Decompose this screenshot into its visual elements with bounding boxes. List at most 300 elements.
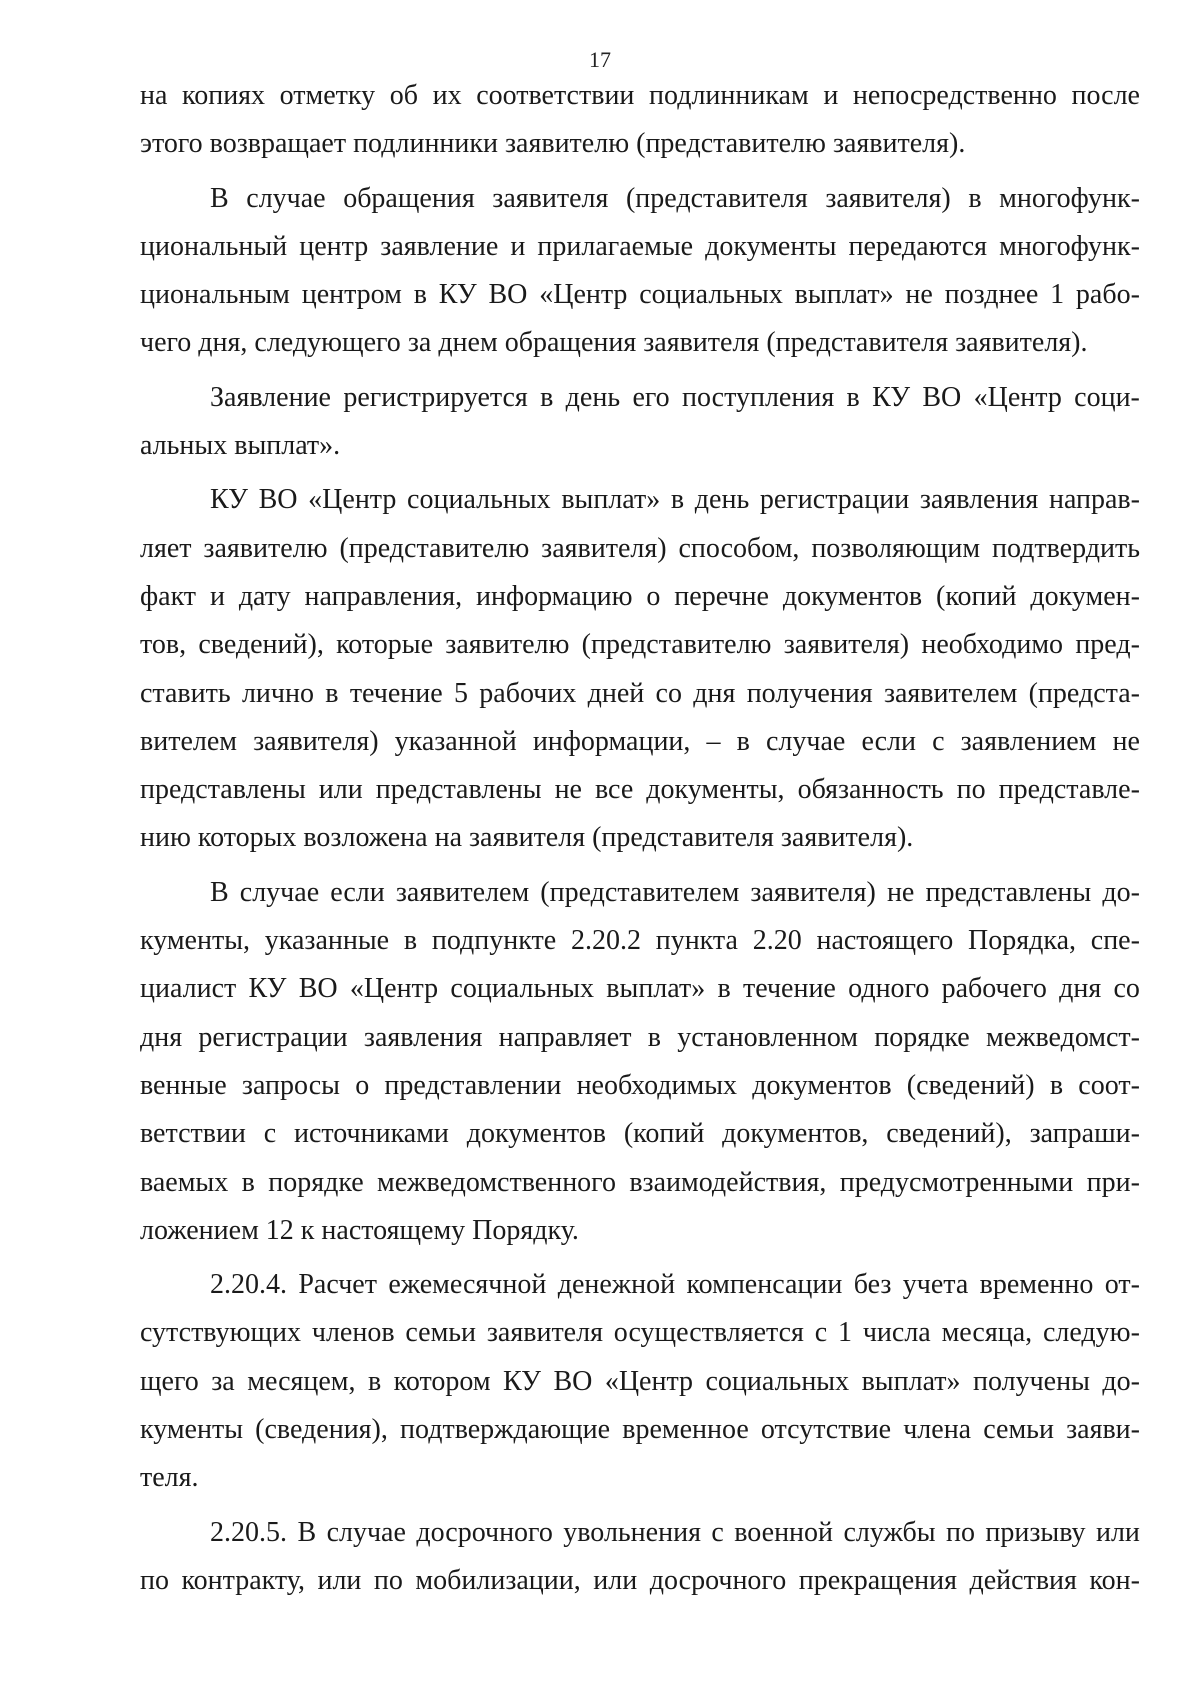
word: пункта xyxy=(655,925,738,957)
text-line xyxy=(140,670,1140,718)
word: прилагаемые xyxy=(537,230,694,262)
word: с xyxy=(932,725,945,757)
word: пред- xyxy=(1075,629,1140,661)
word: центр xyxy=(299,230,369,262)
word: социальных xyxy=(407,484,551,516)
word: досрочного xyxy=(416,1516,553,1548)
word: позднее xyxy=(944,279,1039,311)
word: на xyxy=(434,822,469,854)
word: направления, xyxy=(304,580,463,612)
word: заявлением xyxy=(960,725,1097,757)
word: по xyxy=(140,1564,169,1596)
word: представлении xyxy=(384,1069,562,1101)
word: которых xyxy=(197,822,304,854)
word: возвращает xyxy=(209,128,354,160)
word: заявителю xyxy=(445,629,570,661)
word: отметку xyxy=(279,80,376,111)
word: возложена xyxy=(303,822,435,854)
word: заявителя xyxy=(492,182,609,214)
word: документов, xyxy=(722,1118,869,1150)
word: межведомственного xyxy=(377,1166,616,1198)
word: регистрируется xyxy=(343,381,528,413)
word: документы xyxy=(705,230,837,262)
word: случае xyxy=(246,182,326,214)
word: по xyxy=(945,1516,975,1548)
word: службы xyxy=(843,1516,936,1548)
word: которые xyxy=(336,629,434,661)
word: дня xyxy=(1059,973,1102,1005)
word: настоящего xyxy=(816,925,954,957)
word: временно xyxy=(979,1269,1094,1301)
word: с xyxy=(814,1317,828,1349)
word: заявителя) xyxy=(750,876,876,908)
word: информации, xyxy=(532,725,691,757)
word: следую- xyxy=(1042,1317,1140,1349)
word: денежной xyxy=(557,1269,676,1301)
word: социальных xyxy=(639,279,783,311)
word: теля. xyxy=(140,1462,199,1494)
word: получения xyxy=(746,677,873,709)
word: «Центр xyxy=(308,484,397,516)
word: выплат» xyxy=(861,1365,961,1397)
word: (представителю xyxy=(636,128,833,160)
word: если xyxy=(861,725,916,757)
word: заявителя). xyxy=(780,822,914,854)
word: 1 xyxy=(838,1317,853,1349)
word: Заявление xyxy=(210,381,331,413)
word: 2.20.5. xyxy=(210,1516,287,1548)
word: В xyxy=(210,182,229,214)
word: заявителя). xyxy=(955,327,1088,359)
word: способом, xyxy=(678,532,800,564)
word: венные xyxy=(140,1069,227,1101)
text-line xyxy=(140,1110,1140,1158)
word: получены xyxy=(972,1365,1090,1397)
word: щего xyxy=(140,1365,199,1397)
text-line xyxy=(140,1159,1140,1207)
text-line xyxy=(140,223,1140,271)
word: (копий xyxy=(936,580,1017,612)
word: подтверждающие xyxy=(400,1414,611,1446)
word: запраши- xyxy=(1029,1118,1140,1150)
text-line xyxy=(140,374,1140,422)
word: 12 xyxy=(265,1214,301,1246)
word: о xyxy=(646,580,661,612)
word: КУ xyxy=(210,484,248,516)
word: социальных xyxy=(705,1365,850,1397)
text-line xyxy=(140,175,1140,223)
word: ваемых xyxy=(140,1166,229,1198)
word: месяца, xyxy=(941,1317,1033,1349)
word: 1 xyxy=(1050,279,1065,311)
word: ложением xyxy=(140,1214,266,1246)
word: направ- xyxy=(1048,484,1140,516)
word: не xyxy=(905,279,933,311)
word: о xyxy=(355,1069,370,1101)
word: вителем xyxy=(140,725,237,757)
word: течение xyxy=(742,973,836,1005)
word: заявителем xyxy=(395,876,530,908)
word: заявителя xyxy=(469,822,593,854)
word: спе- xyxy=(1090,925,1140,957)
word: 2.20.4. xyxy=(210,1269,287,1301)
text-line xyxy=(140,1261,1140,1309)
word: необходимо xyxy=(921,629,1064,661)
word: кументы, xyxy=(140,925,251,957)
word: ВО xyxy=(488,279,528,311)
word: к xyxy=(300,1214,322,1246)
word: (представителя xyxy=(592,822,781,854)
word: сведений), xyxy=(198,629,324,661)
word: перечне xyxy=(674,580,769,612)
text-line xyxy=(140,1454,1140,1502)
word: заявления xyxy=(363,1021,483,1053)
word: заявителя xyxy=(643,327,767,359)
text-line xyxy=(140,917,1140,965)
word: указанной xyxy=(394,725,517,757)
word: «Центр xyxy=(349,973,439,1005)
word: ляет xyxy=(140,532,192,564)
word: (предста- xyxy=(1028,677,1140,709)
text-line xyxy=(140,120,1140,168)
word: выплат». xyxy=(234,430,341,462)
word: в xyxy=(540,381,554,413)
word: регистрации xyxy=(198,1021,348,1053)
word: заявителя) xyxy=(253,725,379,757)
text-line xyxy=(140,319,1140,367)
word: ВО xyxy=(298,973,338,1005)
word: копиях xyxy=(182,80,266,111)
word: до- xyxy=(1102,876,1140,908)
word: за xyxy=(211,1365,235,1397)
word: учета xyxy=(902,1269,969,1301)
word: циональным xyxy=(140,279,290,311)
word: Порядка, xyxy=(968,925,1076,957)
word: заявителя). xyxy=(832,128,966,160)
page-number: 17 xyxy=(589,47,611,72)
word: семьи xyxy=(405,1317,477,1349)
text-line xyxy=(140,621,1140,669)
word: социальных xyxy=(450,973,595,1005)
word: случае xyxy=(239,876,320,908)
text-line xyxy=(140,1207,1140,1255)
word: (сведения), xyxy=(255,1414,388,1446)
word: КУ xyxy=(503,1365,541,1397)
word: ВО xyxy=(258,484,298,516)
word: их xyxy=(432,80,462,111)
word: в xyxy=(846,381,860,413)
word: (представителя xyxy=(625,182,808,214)
word: позволяющим xyxy=(811,532,981,564)
word: представлены xyxy=(925,876,1092,908)
word: заявителя) xyxy=(825,182,951,214)
word: (сведений) xyxy=(906,1069,1035,1101)
word: ветствии xyxy=(140,1118,246,1150)
word: документов xyxy=(782,580,923,612)
word: выплат» xyxy=(561,484,661,516)
word: дату xyxy=(238,580,291,612)
word: документов xyxy=(466,1118,607,1150)
word: в xyxy=(325,677,339,709)
word: обращения xyxy=(504,327,644,359)
word: выплат» xyxy=(794,279,894,311)
word: КУ xyxy=(872,381,911,413)
word: обязанность xyxy=(797,774,944,806)
word: следующего xyxy=(254,327,408,359)
text-line xyxy=(140,1557,1140,1605)
word: этого xyxy=(140,128,210,160)
text-line xyxy=(140,718,1140,766)
word: мобилизации, xyxy=(415,1564,581,1596)
word: осуществляется xyxy=(613,1317,804,1349)
word: рабочего xyxy=(941,973,1047,1005)
word: установленном xyxy=(677,1021,859,1053)
word: «Центр xyxy=(973,381,1062,413)
word: настоящему xyxy=(321,1214,473,1246)
word: подлинникам xyxy=(649,80,809,111)
word: увольнения xyxy=(563,1516,701,1548)
word: при- xyxy=(1086,1166,1140,1198)
word: по xyxy=(956,774,986,806)
word: с xyxy=(263,1118,277,1150)
word: Порядку. xyxy=(472,1214,579,1246)
word: день xyxy=(694,484,750,516)
word: 2.20.2 xyxy=(570,925,641,957)
word: с xyxy=(711,1516,724,1548)
word: документы, xyxy=(646,774,785,806)
word: многофунк- xyxy=(999,230,1140,262)
word: чего xyxy=(140,327,199,359)
word: межведомст- xyxy=(985,1021,1140,1053)
word: кументы xyxy=(140,1414,244,1446)
word: ВО xyxy=(922,381,962,413)
text-line xyxy=(140,72,1140,120)
word: ежемесячной xyxy=(388,1269,547,1301)
word: со xyxy=(1113,973,1140,1005)
text-line xyxy=(140,814,1140,862)
word: документов xyxy=(752,1069,892,1101)
word: заявления xyxy=(919,484,1039,516)
word: и xyxy=(510,230,526,262)
word: заявителем xyxy=(883,677,1018,709)
word: одного xyxy=(848,973,930,1005)
word: или xyxy=(317,1564,362,1596)
word: призыву xyxy=(985,1516,1086,1548)
word: порядке xyxy=(268,1166,364,1198)
word: военной xyxy=(734,1516,834,1548)
word: заяви- xyxy=(1066,1414,1140,1446)
word: кон- xyxy=(1089,1564,1140,1596)
word: заявление xyxy=(380,230,499,262)
word: за xyxy=(407,327,439,359)
word: день xyxy=(565,381,621,413)
word: нию xyxy=(140,822,198,854)
word: заявителю xyxy=(203,532,328,564)
text-line xyxy=(140,869,1140,917)
word: со xyxy=(655,677,682,709)
word: днем xyxy=(438,327,505,359)
word: «Центр xyxy=(539,279,628,311)
word: рабо- xyxy=(1075,279,1140,311)
text-line xyxy=(140,525,1140,573)
word: досрочного xyxy=(649,1564,787,1596)
word: случае xyxy=(765,725,846,757)
word: случае xyxy=(326,1516,406,1548)
word: подтвердить xyxy=(991,532,1140,564)
word: подлинники xyxy=(353,128,505,160)
word: указанные xyxy=(264,925,390,957)
word: взаимодействия, xyxy=(629,1166,827,1198)
text-line xyxy=(140,1358,1140,1406)
word: обращения xyxy=(343,182,475,214)
word: членов xyxy=(311,1317,395,1349)
word: или xyxy=(318,774,363,806)
word: циалист xyxy=(140,973,237,1005)
word: до- xyxy=(1102,1365,1140,1397)
word: действия xyxy=(969,1564,1077,1596)
word: запросы xyxy=(241,1069,340,1101)
text-line xyxy=(140,1309,1140,1357)
word: не xyxy=(554,774,582,806)
word: Расчет xyxy=(298,1269,377,1301)
word: поступления xyxy=(681,381,835,413)
word: источниками xyxy=(293,1118,449,1150)
text-line xyxy=(140,1014,1140,1062)
word: на xyxy=(140,80,168,111)
word: информацию xyxy=(475,580,633,612)
word: в xyxy=(736,725,750,757)
word: лично xyxy=(241,677,314,709)
word: В xyxy=(297,1516,317,1548)
word: семьи xyxy=(983,1414,1054,1446)
word: соответствии xyxy=(476,80,635,111)
word: альных xyxy=(140,430,235,462)
word: в xyxy=(717,973,731,1005)
word: сведений), xyxy=(886,1118,1012,1150)
word: в xyxy=(403,925,418,957)
text-line xyxy=(140,422,1140,470)
word: порядке xyxy=(874,1021,970,1053)
word: в xyxy=(241,1166,255,1198)
word: отсутствие xyxy=(760,1414,892,1446)
word: не xyxy=(1112,725,1140,757)
word: и xyxy=(823,80,839,111)
word: рабочих xyxy=(479,677,577,709)
word: заявителя xyxy=(486,1317,603,1349)
word: регистрации xyxy=(759,484,910,516)
word: члена xyxy=(903,1414,972,1446)
text-line xyxy=(140,965,1140,1013)
text-line xyxy=(140,271,1140,319)
word: тов, xyxy=(140,629,187,661)
word: все xyxy=(595,774,634,806)
word: и xyxy=(209,580,225,612)
word: об xyxy=(389,80,418,111)
word: контракту, xyxy=(181,1564,305,1596)
word: – xyxy=(706,725,721,757)
word: (представителя xyxy=(766,327,956,359)
word: (представителю xyxy=(581,629,772,661)
word: факт xyxy=(140,580,197,612)
word: дня xyxy=(693,677,736,709)
word: направляет xyxy=(498,1021,632,1053)
word: в xyxy=(413,279,427,311)
word: не xyxy=(886,876,915,908)
word: КУ xyxy=(248,973,287,1005)
word: дня xyxy=(140,1021,183,1053)
text-line xyxy=(140,766,1140,814)
word: «Центр xyxy=(604,1365,694,1397)
word: его xyxy=(632,381,670,413)
word: или xyxy=(593,1564,638,1596)
word: подпункте xyxy=(431,925,557,957)
word: (копий xyxy=(623,1118,705,1150)
document-body xyxy=(140,72,1140,1605)
word: необходимых xyxy=(576,1069,738,1101)
word: передаются xyxy=(848,230,988,262)
word: (представителю xyxy=(339,532,530,564)
text-line xyxy=(140,1406,1140,1454)
word: многофунк- xyxy=(999,182,1140,214)
word: после xyxy=(1071,80,1140,111)
word: в xyxy=(367,1365,382,1397)
word: если xyxy=(330,876,385,908)
word: представле- xyxy=(998,774,1140,806)
word: В xyxy=(210,876,229,908)
word: дней xyxy=(587,677,645,709)
word: прекращения xyxy=(798,1564,957,1596)
text-line xyxy=(140,476,1140,524)
word: предусмотренными xyxy=(839,1166,1074,1198)
word: по xyxy=(373,1564,403,1596)
text-line xyxy=(140,573,1140,621)
word: 5 xyxy=(453,677,468,709)
word: центром xyxy=(301,279,402,311)
word: в xyxy=(1049,1069,1064,1101)
word: соот- xyxy=(1078,1069,1140,1101)
word: числа xyxy=(862,1317,931,1349)
text-line xyxy=(140,1062,1140,1110)
word: непосредственно xyxy=(852,80,1057,111)
word: месяцем, xyxy=(247,1365,356,1397)
word: компенсации xyxy=(686,1269,843,1301)
word: представлены xyxy=(140,774,306,806)
word: сутствующих xyxy=(140,1317,302,1349)
word: в xyxy=(670,484,685,516)
word: ВО xyxy=(553,1365,593,1397)
word: дня, xyxy=(198,327,255,359)
word: 2.20 xyxy=(752,925,802,957)
word: заявителю xyxy=(504,128,637,160)
word: циональный xyxy=(140,230,288,262)
word: заявителя) xyxy=(541,532,667,564)
word: от- xyxy=(1104,1269,1140,1301)
word: соци- xyxy=(1074,381,1140,413)
word: в xyxy=(647,1021,661,1053)
word: КУ xyxy=(438,279,477,311)
word: представлены xyxy=(375,774,542,806)
text-line xyxy=(140,1509,1140,1557)
word: или xyxy=(1095,1516,1140,1548)
word: ставить xyxy=(140,677,231,709)
word: котором xyxy=(393,1365,491,1397)
word: течение xyxy=(349,677,443,709)
word: временное xyxy=(622,1414,749,1446)
word: (представителем xyxy=(540,876,740,908)
word: без xyxy=(853,1269,892,1301)
word: в xyxy=(968,182,982,214)
word: выплат» xyxy=(606,973,706,1005)
